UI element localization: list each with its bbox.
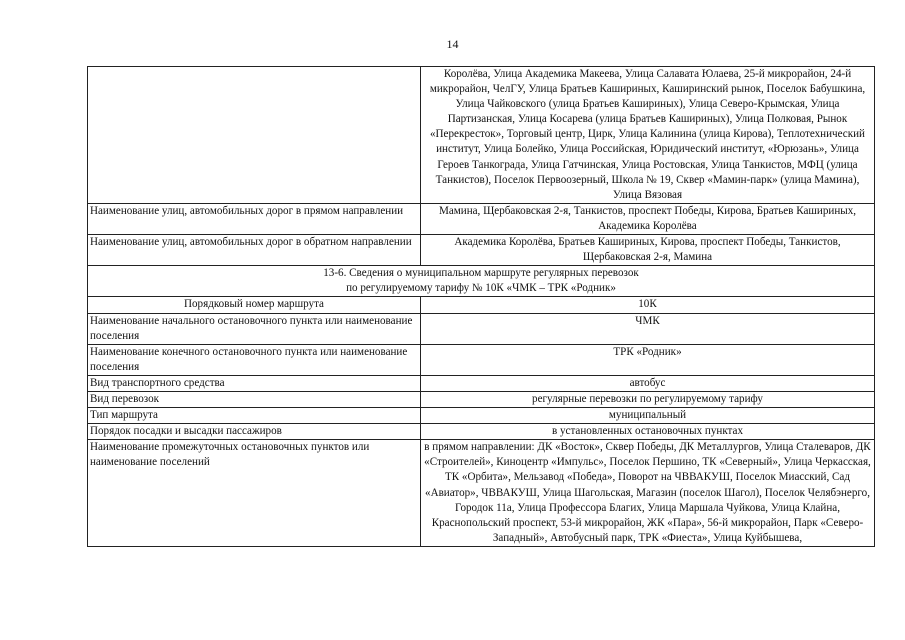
boarding-order-value: в установленных остановочных пунктах xyxy=(421,424,875,440)
route-type-label: Тип маршрута xyxy=(88,408,421,424)
intermediate-stops-value: в прямом направлении: ДК «Восток», Сквер Победы, ДК Металлургов, Улица Сталеваров, ДК «Строителей», Киноцентр «Импульс», Поселок Першино, ТК «Северный», Улица Черкасская, ТК «Орбита», Мельзавод «Победа», Поворот на ЧВВАКУШ, Поселок Миасский, Сад «Авиатор», ЧВВАКУШ, Улица Шагольская, Магазин (поселок Шагол), Поселок Челябэнерго, Городок 11а, Улица Профессора Благих, Улица Маршала Чуйкова, Улица Клайна, Краснопольский проспект, 53-й микрорайон, ЖК «Пара», 56-й микрорайон, Парк «Северо-Западный», Автобусный парк, ТРК «Фиеста», Улица Куйбышева, xyxy=(421,440,875,547)
table-row xyxy=(88,408,875,424)
forward-streets-value: Мамина, Щербаковская 2-я, Танкистов, проспект Победы, Кирова, Братьев Кашириных, Академика Королёва xyxy=(421,203,875,234)
route-number-value: 10К xyxy=(421,297,875,313)
boarding-order-label: Порядок посадки и высадки пассажиров xyxy=(88,424,421,440)
table-row xyxy=(88,203,875,234)
table-row xyxy=(88,67,875,204)
section-title xyxy=(88,266,875,297)
section-title-line2: по регулируемому тарифу № 10К «ЧМК – ТРК «Родник» xyxy=(346,282,616,295)
route-number-label: Порядковый номер маршрута xyxy=(88,297,421,313)
table-row xyxy=(88,297,875,313)
reverse-streets-label: Наименование улиц, автомобильных дорог в обратном направлении xyxy=(88,235,421,266)
page-number: 14 xyxy=(446,37,459,51)
route-table xyxy=(87,66,875,547)
route-type-value: муниципальный xyxy=(421,408,875,424)
section-title-row xyxy=(88,266,875,297)
streets-continuation-cell: Королёва, Улица Академика Макеева, Улица Салавата Юлаева, 25-й микрорайон, 24-й микрорайон, ЧелГУ, Улица Братьев Кашириных, Каширинский рынок, Поселок Бабушкина, Улица Чайковского (улица Братьев Кашириных), Улица Северо-Крымская, Улица Партизанская, Улица Косарева (улица Братьев Кашириных), Улица Полковая, Рынок «Перекресток», Торговый центр, Цирк, Улица Калинина (улица Кирова), Теплотехнический институт, Улица Болейко, Улица Российская, Юридический институт, «Юрюзань», Улица Героев Танкограда, Улица Гатчинская, Улица Ростовская, Улица Танкистов, МФЦ (улица Танкистов), Поселок Первоозерный, Школа № 19, Сквер «Мамин-парк» (улица Мамина), Улица Вязовая xyxy=(421,67,875,204)
table-row xyxy=(88,375,875,391)
empty-label-cell xyxy=(88,67,421,204)
end-stop-value: ТРК «Родник» xyxy=(421,344,875,375)
table-row xyxy=(88,424,875,440)
intermediate-stops-label: Наименование промежуточных остановочных пунктов или наименование поселений xyxy=(88,440,421,547)
table-row xyxy=(88,440,875,547)
table-row xyxy=(88,391,875,407)
vehicle-type-label: Вид транспортного средства xyxy=(88,375,421,391)
forward-streets-label: Наименование улиц, автомобильных дорог в прямом направлении xyxy=(88,203,421,234)
vehicle-type-value: автобус xyxy=(421,375,875,391)
start-stop-value: ЧМК xyxy=(421,313,875,344)
transport-kind-label: Вид перевозок xyxy=(88,391,421,407)
reverse-streets-value: Академика Королёва, Братьев Кашириных, Кирова, проспект Победы, Танкистов, Щербаковская 2-я, Мамина xyxy=(421,235,875,266)
table-row xyxy=(88,313,875,344)
section-title-line1: 13-6. Сведения о муниципальном маршруте регулярных перевозок xyxy=(323,267,639,280)
table-row xyxy=(88,344,875,375)
transport-kind-value: регулярные перевозки по регулируемому тарифу xyxy=(421,391,875,407)
end-stop-label: Наименование конечного остановочного пункта или наименование поселения xyxy=(88,344,421,375)
table-row xyxy=(88,235,875,266)
start-stop-label: Наименование начального остановочного пункта или наименование поселения xyxy=(88,313,421,344)
